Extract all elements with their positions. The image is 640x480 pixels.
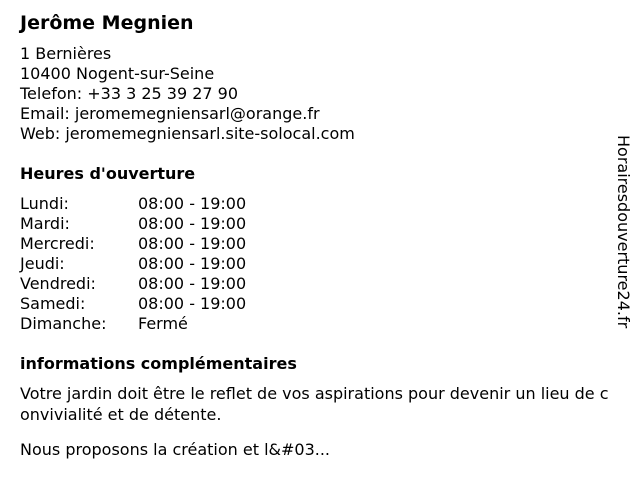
hours-time-value: 08:00 - 19:00: [138, 254, 247, 273]
email-line: Email: jeromemegniensarl@orange.fr: [20, 104, 320, 123]
address-street: 1 Bernières: [20, 44, 112, 63]
hours-day-label: Mardi:: [20, 214, 70, 233]
opening-hours-heading: Heures d'ouverture: [20, 164, 196, 183]
address-city: 10400 Nogent-sur-Seine: [20, 64, 215, 83]
hours-day-label: Mercredi:: [20, 234, 95, 253]
contact-block: [20, 44, 355, 144]
hours-time-value: 08:00 - 19:00: [138, 194, 247, 213]
description-paragraph-truncated: Nous proposons la création et l&#03...: [20, 440, 331, 459]
website-line: Web: jeromemegniensarl.site-solocal.com: [20, 124, 355, 143]
hours-day-label: Samedi:: [20, 294, 86, 313]
hours-day-label: Vendredi:: [20, 274, 96, 293]
hours-time-value: 08:00 - 19:00: [138, 294, 247, 313]
hours-time-value: 08:00 - 19:00: [138, 234, 247, 253]
hours-time-value: 08:00 - 19:00: [138, 274, 247, 293]
hours-time-value: Fermé: [138, 314, 188, 333]
phone-line: Telefon: +33 3 25 39 27 90: [20, 84, 239, 103]
hours-day-label: Dimanche:: [20, 314, 107, 333]
hours-day-label: Jeudi:: [20, 254, 65, 273]
business-name: Jerôme Megnien: [20, 12, 194, 34]
site-watermark: Horairesdouverture24.fr: [614, 135, 633, 329]
description-paragraph: Votre jardin doit être le reflet de vos aspirations pour devenir un lieu de convivialité et de détente.: [20, 384, 609, 424]
hours-day-label: Lundi:: [20, 194, 69, 213]
additional-info-heading: informations complémentaires: [20, 354, 297, 373]
hours-time-value: 08:00 - 19:00: [138, 214, 247, 233]
